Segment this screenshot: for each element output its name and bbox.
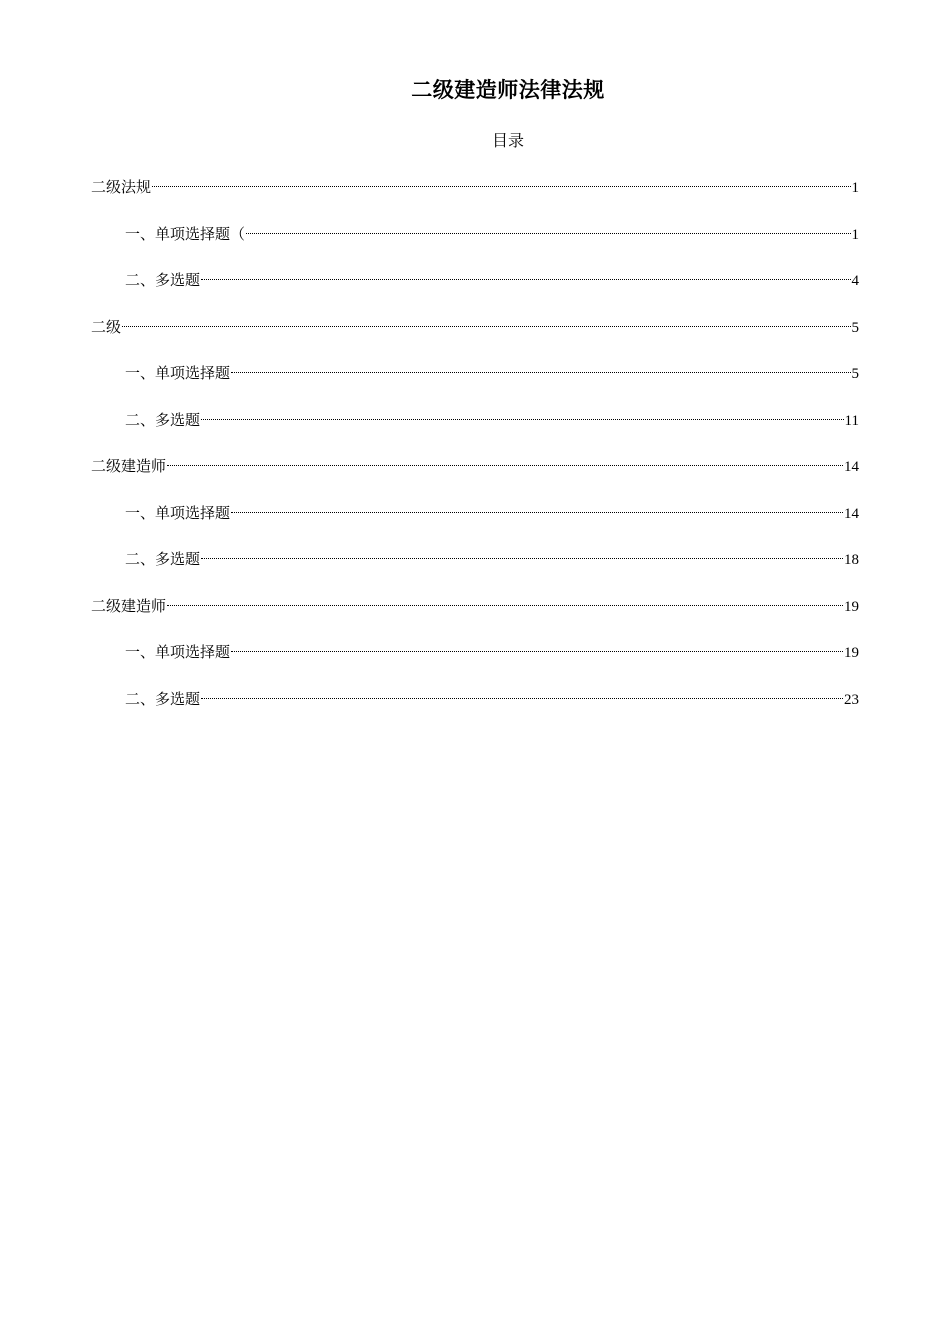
toc-dot-leader	[231, 635, 843, 657]
toc-dot-leader	[167, 449, 843, 471]
toc-page-number: 4	[851, 273, 859, 289]
toc-entry-label: 二级建造师	[91, 459, 167, 475]
toc-entry-label: 二级法规	[91, 180, 152, 196]
document-title: 二级建造师法律法规	[411, 78, 605, 102]
toc-entry-label: 二、多选题	[125, 552, 201, 568]
toc-entry-label: 二、多选题	[125, 691, 201, 708]
toc-page-number: 23	[844, 691, 859, 708]
toc-entry[interactable]	[91, 170, 859, 217]
toc-entry-label: 一、单项选择题	[125, 366, 231, 382]
toc-entry-label: 二、多选题	[125, 273, 201, 289]
toc-dot-leader	[201, 542, 843, 564]
toc-page-number: 18	[844, 552, 859, 568]
toc-entry[interactable]	[91, 542, 859, 589]
table-of-contents	[91, 170, 859, 728]
toc-entry-label: 一、单项选择题（	[125, 226, 246, 243]
toc-entry[interactable]	[91, 263, 859, 310]
toc-dot-leader	[246, 217, 850, 239]
toc-entry[interactable]	[91, 217, 859, 264]
toc-page-number: 14	[844, 459, 859, 475]
toc-dot-leader	[152, 170, 850, 192]
toc-dot-leader	[122, 310, 850, 332]
toc-page-number: 5	[851, 319, 859, 336]
toc-page-number: 19	[844, 598, 859, 615]
toc-entry[interactable]	[91, 310, 859, 357]
toc-dot-leader	[201, 403, 844, 425]
toc-heading: 目录	[491, 133, 524, 150]
toc-entry[interactable]	[91, 635, 859, 682]
toc-page-number: 19	[844, 645, 859, 661]
toc-dot-leader	[201, 263, 850, 285]
toc-page-number: 5	[851, 366, 859, 382]
toc-entry[interactable]	[91, 356, 859, 403]
toc-entry[interactable]	[91, 449, 859, 496]
toc-dot-leader	[231, 356, 850, 378]
toc-entry[interactable]	[91, 682, 859, 729]
toc-dot-leader	[201, 682, 843, 704]
toc-entry-label: 一、单项选择题	[125, 505, 231, 522]
toc-entry-label: 二级建造师	[91, 598, 167, 615]
toc-entry-label: 二级	[91, 319, 122, 336]
toc-page-number: 1	[851, 180, 859, 196]
toc-entry[interactable]	[91, 403, 859, 450]
toc-entry[interactable]	[91, 589, 859, 636]
toc-dot-leader	[167, 589, 843, 611]
toc-entry[interactable]	[91, 496, 859, 543]
toc-page-number: 14	[844, 505, 859, 522]
toc-entry-label: 一、单项选择题	[125, 645, 231, 661]
toc-page-number: 11	[844, 412, 859, 429]
toc-page-number: 1	[851, 226, 859, 243]
toc-dot-leader	[231, 496, 843, 518]
toc-entry-label: 二、多选题	[125, 412, 201, 429]
